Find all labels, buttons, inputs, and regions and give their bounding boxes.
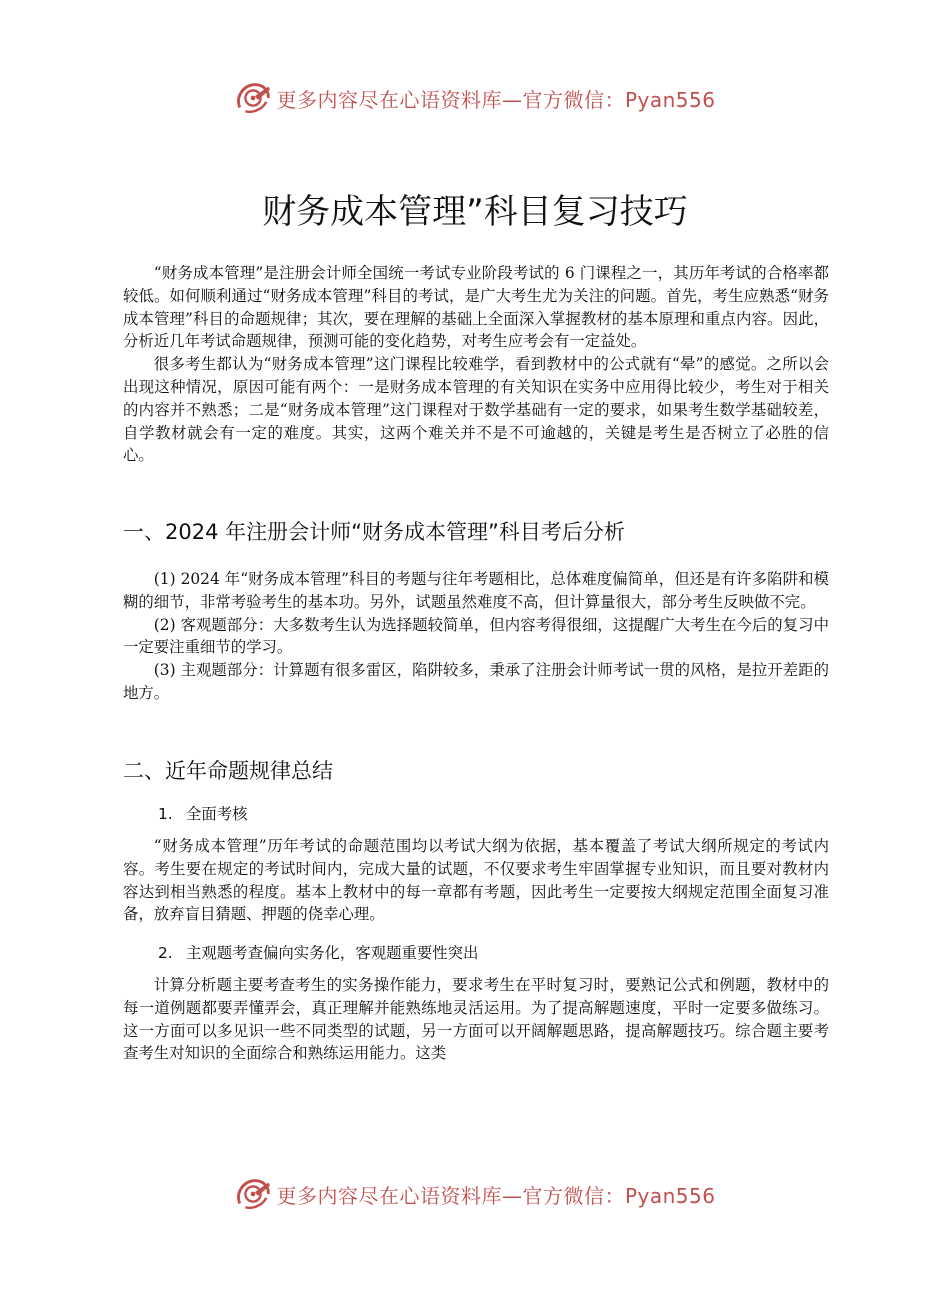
document-title: 财务成本管理”科目复习技巧 [262,192,688,232]
item-1-body [123,835,829,926]
subheading-2-number: 2. [158,944,173,962]
section-2-heading: 二、近年命题规律总结 [123,759,333,783]
section-1-paragraph-2: (2) 客观题部分：大多数考生认为选择题较简单，但内容考得很细，这提醒广大考生在今后的复习中一定要注重细节的学习。 [123,615,829,657]
watermark-text: 更多内容尽在心语资料库—官方微信：Pyan556 [276,87,716,112]
watermark-header [0,76,950,120]
subheading-1-number: 1. [158,805,173,823]
subheading-2 [158,942,478,964]
watermark-footer [0,1172,950,1216]
item-2-body [123,974,829,1065]
watermark-text: 更多内容尽在心语资料库—官方微信：Pyan556 [276,1183,716,1208]
subheading-1-title: 全面考核 [186,805,248,823]
pen-nib-logo-icon [234,1175,272,1213]
pen-nib-logo-icon [234,79,272,117]
intro-paragraph-2: 很多考生都认为“财务成本管理”这门课程比较难学，看到教材中的公式就有“晕”的感觉。之所以会出现这种情况，原因可能有两个：一是财务成本管理的有关知识在实务中应用得比较少，考生对于相关的内容并不熟悉；二是“财务成本管理”这门课程对于数学基础有一定的要求，如果考生数学基础较差，自学教材就会有一定的难度。其实，这两个难关并不是不可逾越的，关键是考生是否树立了必胜的信心。 [123,355,829,465]
subheading-2-title: 主观题考查偏向实务化，客观题重要性突出 [186,944,479,962]
section-1-body [123,568,829,705]
intro-block [123,262,829,467]
item-1-paragraph: “财务成本管理”历年考试的命题范围均以考试大纲为依据，基本覆盖了考试大纲所规定的考试内容。考生要在规定的考试时间内，完成大量的试题，不仅要求考生牢固掌握专业知识，而且要对教材内容达到相当熟悉的程度。基本上教材中的每一章都有考题，因此考生一定要按大纲规定范围全面复习准备，放弃盲目猜题、押题的侥幸心理。 [123,837,829,924]
section-1-paragraph-3: (3) 主观题部分：计算题有很多雷区，陷阱较多，秉承了注册会计师考试一贯的风格，是拉开差距的地方。 [123,661,829,702]
section-1-paragraph-1: (1) 2024 年“财务成本管理”科目的考题与往年考题相比，总体难度偏简单，但还是有许多陷阱和模糊的细节，非常考验考生的基本功。另外，试题虽然难度不高，但计算量很大，部分考生反映做不完。 [123,570,829,611]
item-2-paragraph: 计算分析题主要考查考生的实务操作能力，要求考生在平时复习时，要熟记公式和例题，教材中的每一道例题都要弄懂弄会，真正理解并能熟练地灵活运用。为了提高解题速度，平时一定要多做练习。这一方面可以多见识一些不同类型的试题，另一方面可以开阔解题思路，提高解题技巧。综合题主要考查考生对知识的全面综合和熟练运用能力。这类 [123,976,829,1063]
section-1-heading: 一、2024 年注册会计师“财务成本管理”科目考后分析 [123,520,625,544]
intro-paragraph-1: “财务成本管理”是注册会计师全国统一考试专业阶段考试的 6 门课程之一，其历年考试的合格率都较低。如何顺利通过“财务成本管理”科目的考试，是广大考生尤为关注的问题。首先，考生应熟悉“财务成本管理”科目的命题规律；其次，要在理解的基础上全面深入掌握教材的基本原理和重点内容。因此，分析近几年考试命题规律，预测可能的变化趋势，对考生应考会有一定益处。 [123,264,829,351]
subheading-1 [158,803,248,825]
